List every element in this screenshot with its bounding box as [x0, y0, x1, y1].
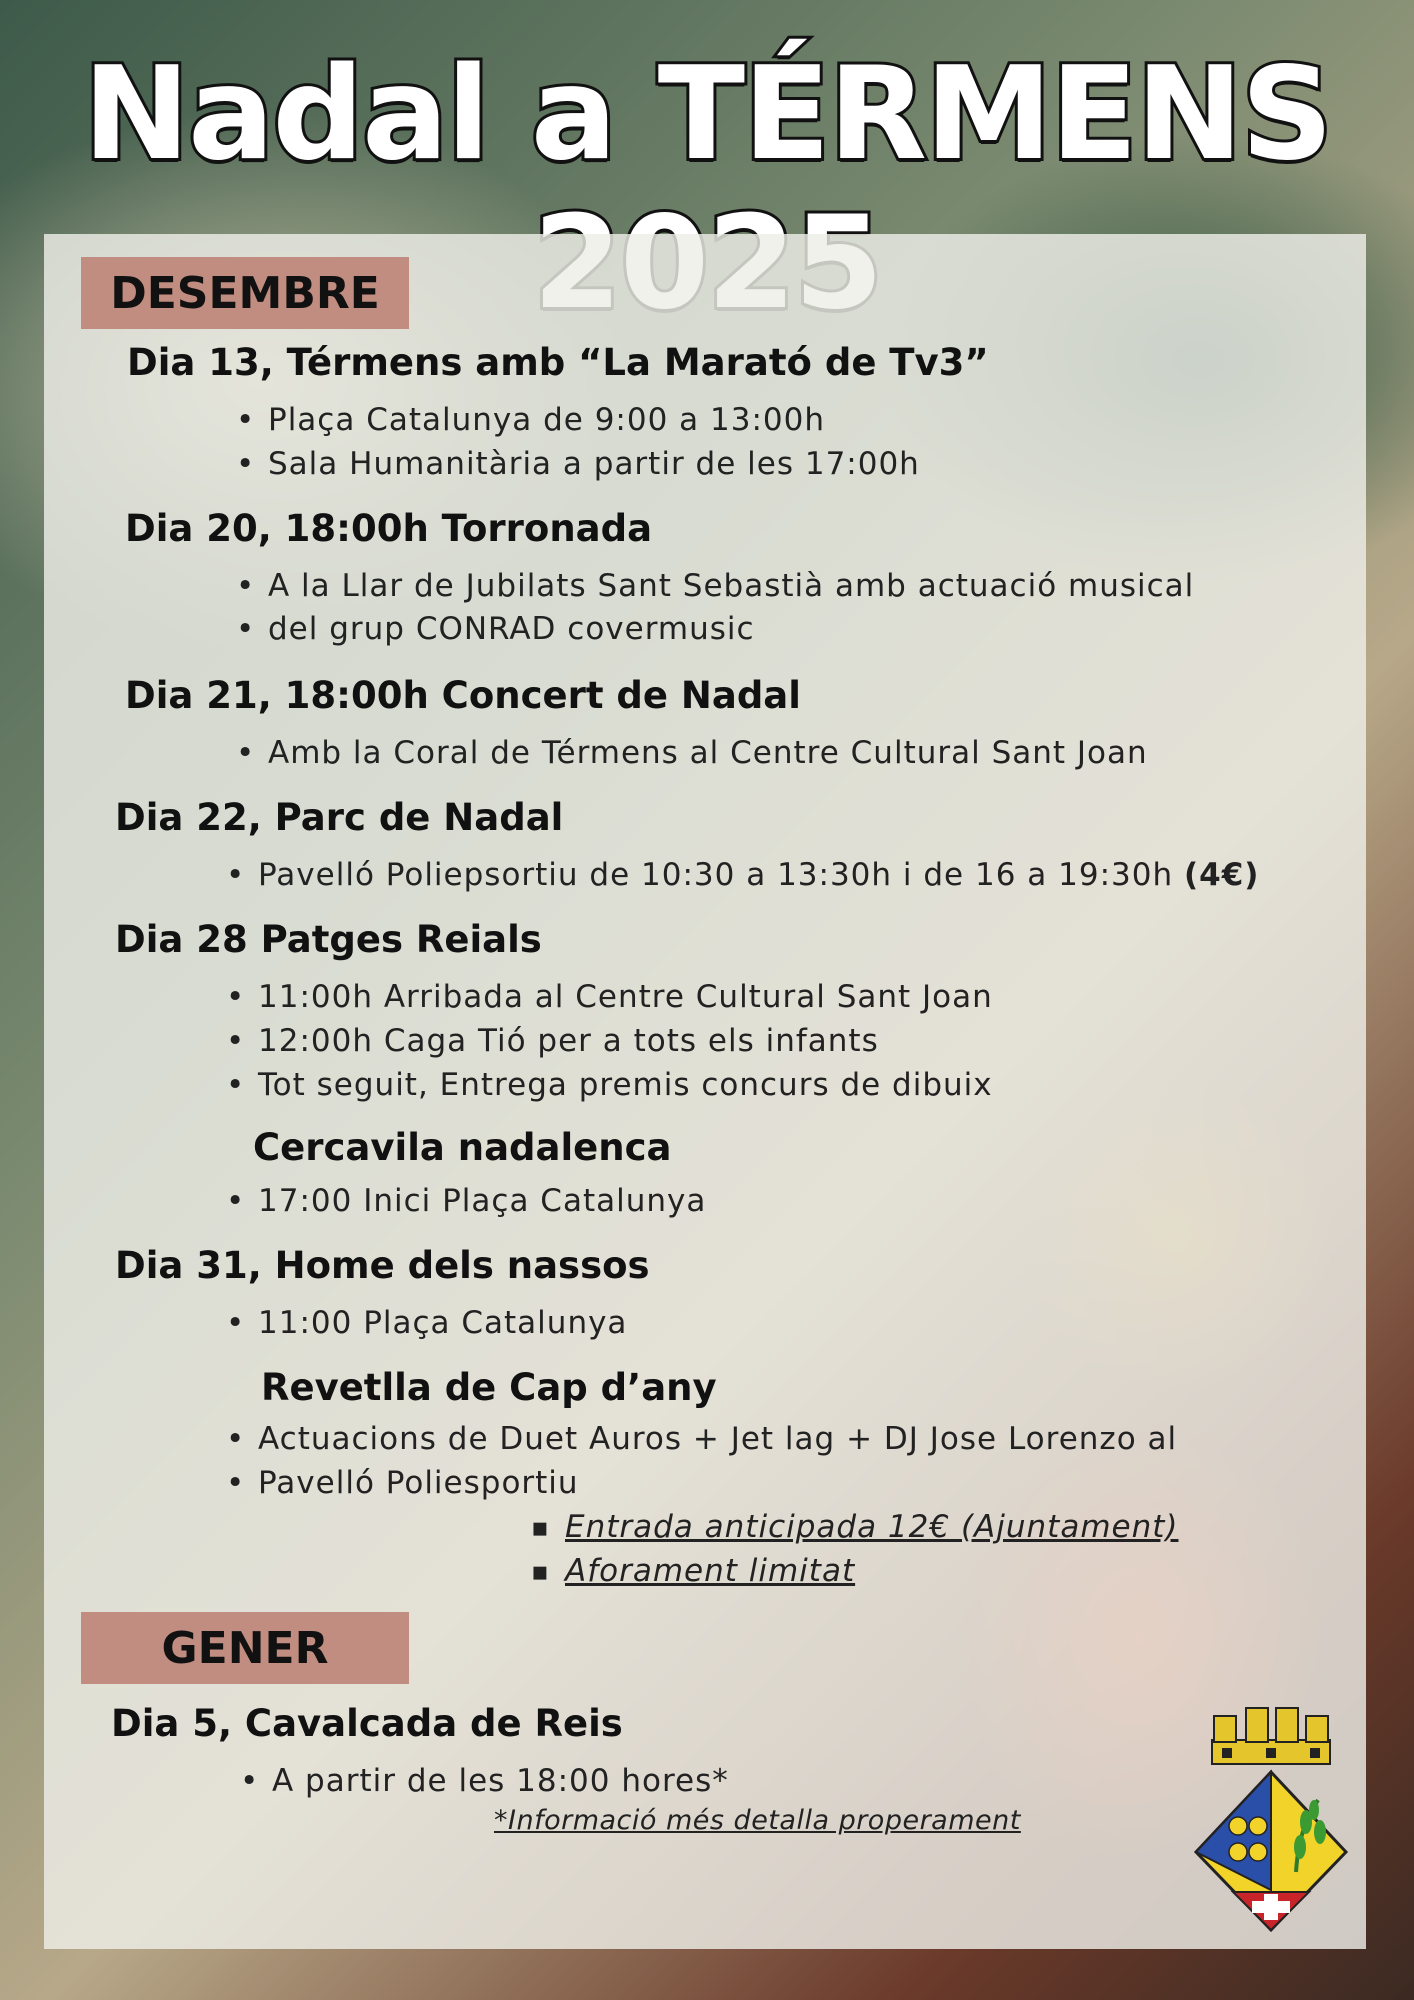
event-item: • Amb la Coral de Térmens al Centre Cultural Sant Joan	[268, 735, 1148, 771]
event-item: • 11:00 Plaça Catalunya	[258, 1305, 627, 1341]
event-item: • Plaça Catalunya de 9:00 a 13:00h	[268, 402, 825, 438]
event-subitem: ▪ Aforament limitat	[565, 1553, 855, 1589]
event-heading: Dia 28 Patges Reials	[115, 918, 542, 961]
event-heading: Cercavila nadalenca	[253, 1126, 672, 1169]
event-subitem: ▪ Entrada anticipada 12€ (Ajuntament)	[565, 1509, 1178, 1545]
event-item-text: Pavelló Poliepsortiu de 10:30 a 13:30h i de 16 a 19:30h	[258, 857, 1174, 893]
event-item-continuation: • del grup CONRAD covermusic	[268, 611, 755, 647]
event-heading: Dia 31, Home dels nassos	[115, 1244, 650, 1287]
event-item: • 11:00h Arribada al Centre Cultural Sant Joan	[258, 979, 993, 1015]
coat-of-arms-icon	[1186, 1702, 1356, 1932]
event-item: • 17:00 Inici Plaça Catalunya	[258, 1183, 706, 1219]
event-item: • Actuacions de Duet Auros + Jet lag + DJ Jose Lorenzo al	[258, 1421, 1177, 1457]
month-badge-gener: GENER	[81, 1612, 409, 1684]
event-item: • Sala Humanitària a partir de les 17:00h	[268, 446, 920, 482]
event-item: • A la Llar de Jubilats Sant Sebastià amb actuació musical	[268, 568, 1194, 604]
event-item	[258, 857, 1259, 893]
price-label: (4€)	[1183, 857, 1260, 893]
event-heading: Dia 21, 18:00h Concert de Nadal	[125, 674, 801, 717]
event-heading: Dia 13, Térmens amb “La Marató de Tv3”	[127, 341, 989, 384]
event-item: • Tot seguit, Entrega premis concurs de dibuix	[258, 1067, 993, 1103]
event-heading: Dia 22, Parc de Nadal	[115, 796, 564, 839]
event-item: • A partir de les 18:00 hores*	[272, 1763, 729, 1799]
month-badge-desembre: DESEMBRE	[81, 257, 409, 329]
event-item-continuation: • Pavelló Poliesportiu	[258, 1465, 579, 1501]
poster-title: Nadal a TÉRMENS	[82, 40, 1332, 189]
event-heading: Revetlla de Cap d’any	[261, 1366, 717, 1409]
footnote: *Informació més detalla properament	[494, 1805, 1021, 1836]
event-heading: Dia 20, 18:00h Torronada	[125, 507, 653, 550]
event-item: • 12:00h Caga Tió per a tots els infants	[258, 1023, 879, 1059]
event-heading: Dia 5, Cavalcada de Reis	[111, 1702, 623, 1745]
